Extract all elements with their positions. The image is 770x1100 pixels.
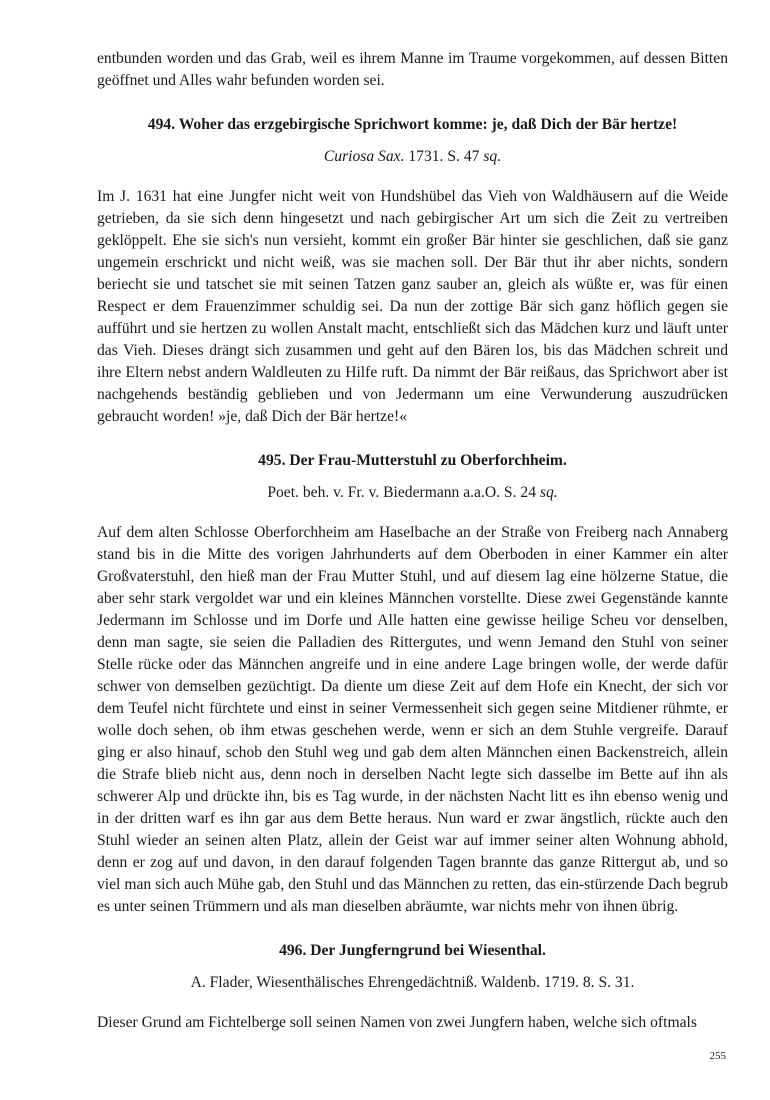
section-source: [97, 972, 728, 994]
page-number: 255: [709, 1050, 726, 1062]
section-title: 494. Woher das erzgebirgische Sprichwort komme: je, daß Dich der Bär hertze!: [147, 116, 678, 133]
section-title: 495. Der Frau-Mutterstuhl zu Oberforchheim.: [258, 452, 567, 469]
section-494: [97, 114, 728, 428]
intro-paragraph: entbunden worden und das Grab, weil es ihrem Manne im Traume vorgekommen, auf dessen Bitten geöffnet und Alles wahr befunden worden sei.: [97, 50, 728, 89]
section-496: [97, 940, 728, 1034]
source-detail: 1731. S. 47: [404, 148, 484, 165]
section-text: Im J. 1631 hat eine Jungfer nicht weit von Hundshübel das Vieh von Waldhäusern auf die Weide getrieben, da sie sich denn hingesetzt und nach gebirgischer Art um sich die Zeit zu vertreiben geklöppelt. Ehe sie sich's nun versieht, kommt ein großer Bär hinter sie geschlichen, daß sie ganz ungemein erschrickt und nicht weiß, was sie machen soll. Der Bär thut ihr aber nichts, sondern beriecht sie und tatschet sie mit seinen Tatzen ganz sauber an, gleich als wüßte er, was für einen Respect er dem Frauenzimmer schuldig sei. Da nun der zottige Bär sich ganz höflich gegen sie aufführt und sie hertzen zu wollen Anstalt macht, entschließt sich das Mädchen kurz und läuft unter das Vieh. Dieses drängt sich zusammen und geht auf den Bären los, bis das Mädchen schreit und ihre Eltern nebst andern Waldleuten zu Hilfe ruft. Da nimmt der Bär reißaus, das Sprichwort aber ist nachgehends beständig geblieben und von Jedermann um eine Verwunderung auszudrücken gebraucht worden! »je, daß Dich der Bär hertze!«: [97, 188, 728, 425]
source-detail: A. Flader, Wiesenthälisches Ehrengedächtniß. Waldenb. 1719. 8. S. 31.: [190, 974, 635, 991]
section-495: [97, 450, 728, 918]
source-suffix: sq.: [483, 148, 502, 165]
section-title: 496. Der Jungferngrund bei Wiesenthal.: [279, 942, 546, 959]
source-title: Curiosa Sax.: [323, 148, 405, 165]
section-source: [97, 146, 728, 168]
section-text: Auf dem alten Schlosse Oberforchheim am Haselbache an der Straße von Freiberg nach Annaberg stand bis in die Mitte des vorigen Jahrhunderts auf dem Oberboden in einer Kammer ein alter Großvaterstuhl, den hieß man der Frau Mutter Stuhl, und auf diesem lag eine hölzerne Statue, die aber sehr stark vergoldet war und ein kleines Männchen vorstellte. Diese zwei Gegenstände kannte Jedermann im Schlosse und im Dorfe und Alle hatten eine gewisse heilige Scheu vor denselben, denn man sagte, sie seien die Palladien des Rittergutes, und wenn Jemand den Stuhl von seiner Stelle rücke oder das Männchen angreife und in eine andere Lage bringen wolle, der werde dafür schwer von demselben gezüchtigt. Da diente um diese Zeit auf dem Hofe ein Knecht, der sich vor dem Teufel nicht fürchtete und einst in seiner Vermessenheit sich gegen seine Mitdiener rühmte, er wolle doch sehen, ob ihm etwas geschehen werde, wenn er sich an dem Stuhle vergreife. Darauf ging er also hinauf, schob den Stuhl weg und gab dem alten Männchen einen Backenstreich, allein die Strafe blieb nicht aus, denn noch in derselben Nacht legte sich dasselbe im Bette auf ihn als schwerer Alp und drückte ihn, bis es Tag wurde, in der nächsten Nacht litt es ihn ebenso wenig und in der dritten warf es ihn gar aus dem Bette heraus. Nun ward er zwar ängstlich, rückte auch den Stuhl wieder an seinen alten Platz, allein der Geist war auf immer seiner alten Wohnung abhold, denn er zog auf und davon, in den darauf folgenden Tagen brannte das ganze Rittergut ab, und so viel man sich auch Mühe gab, den Stuhl und das Männchen zu retten, das ein-stürzende Dach begrub es unter seinen Trümmern und als man dieselben abräumte, war nichts mehr von ihnen übrig.: [97, 524, 728, 915]
section-text: Dieser Grund am Fichtelberge soll seinen Namen von zwei Jungfern haben, welche sich oftmals: [97, 1014, 697, 1031]
section-source: [97, 482, 728, 504]
source-detail: Poet. beh. v. Fr. v. Biedermann a.a.O. S. 24: [267, 484, 540, 501]
source-suffix: sq.: [539, 484, 558, 501]
